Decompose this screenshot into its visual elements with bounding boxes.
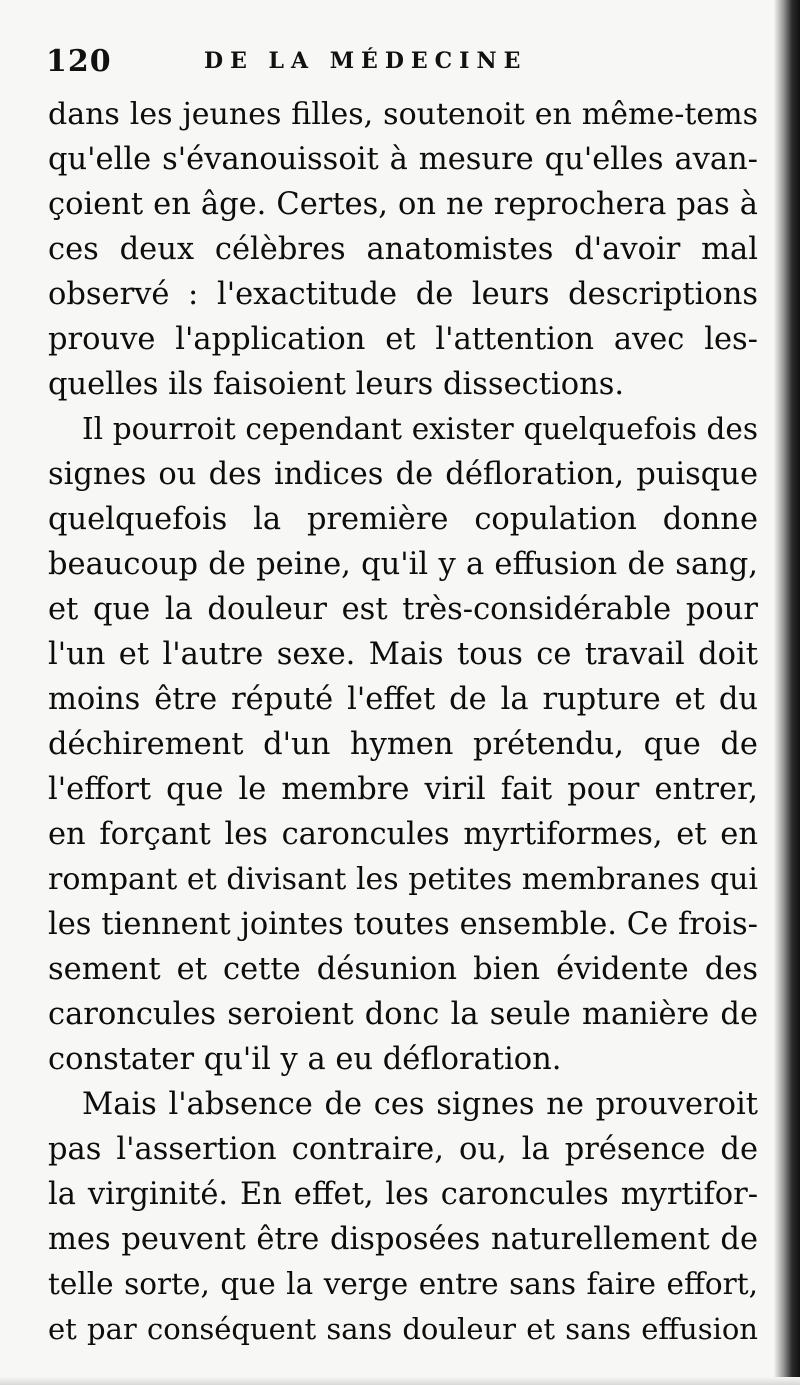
- text-line: observé : l'exactitude de leurs descriptions: [48, 277, 758, 312]
- text-line: et par conséquent sans douleur et sans effusion: [48, 1312, 758, 1346]
- text-line: telle sorte, que la verge entre sans faire effort,: [48, 1267, 758, 1301]
- text-line: moins être réputé l'effet de la rupture et du: [48, 682, 758, 717]
- text-line: les tiennent jointes toutes ensemble. Ce frois-: [48, 907, 758, 942]
- body-text: [48, 92, 758, 1352]
- text-line: pas l'assertion contraire, ou, la présence de: [48, 1132, 758, 1167]
- text-line: l'effort que le membre viril fait pour entrer,: [48, 772, 758, 807]
- text-line: en forçant les caroncules myrtiformes, et en: [48, 817, 758, 852]
- text-line: quelquefois la première copulation donne: [48, 502, 758, 537]
- text-line: et que la douleur est très-considérable pour: [48, 592, 758, 627]
- text-line: constater qu'il y a eu défloration.: [48, 1042, 562, 1077]
- text-line: beaucoup de peine, qu'il y a effusion de sang,: [48, 547, 758, 582]
- text-line: caroncules seroient donc la seule manière de: [48, 997, 758, 1032]
- page-bottom-edge: [0, 1377, 800, 1385]
- text-line: çoient en âge. Certes, on ne reprochera pas à: [48, 187, 758, 222]
- text-line: qu'elle s'évanouissoit à mesure qu'elles avan-: [48, 142, 758, 177]
- text-line: mes peuvent être disposées naturellement de: [48, 1222, 758, 1257]
- text-line: l'un et l'autre sexe. Mais tous ce travail doit: [48, 637, 758, 672]
- paragraph-start-line: Il pourroit cependant exister quelquefois des: [82, 412, 758, 446]
- page-edge-shadow: [774, 0, 800, 1385]
- text-line: dans les jeunes filles, soutenoit en même-tems: [48, 97, 758, 132]
- paragraph-start-line: Mais l'absence de ces signes ne prouveroit: [82, 1087, 758, 1122]
- running-head: DE LA MÉDECINE: [204, 48, 528, 74]
- text-line: déchirement d'un hymen prétendu, que de: [48, 727, 758, 762]
- text-line: rompant et divisant les petites membranes qui: [48, 862, 758, 897]
- text-line: ces deux célèbres anatomistes d'avoir mal: [48, 232, 758, 267]
- text-line: la virginité. En effet, les caroncules myrtifor-: [48, 1177, 758, 1212]
- text-line: prouve l'application et l'attention avec les-: [48, 322, 758, 357]
- page-header: [46, 44, 566, 84]
- page-number: 120: [46, 44, 112, 79]
- text-line: sement et cette désunion bien évidente des: [48, 952, 758, 987]
- text-line: quelles ils faisoient leurs dissections.: [48, 367, 625, 402]
- text-line: signes ou des indices de défloration, puisque: [48, 457, 758, 492]
